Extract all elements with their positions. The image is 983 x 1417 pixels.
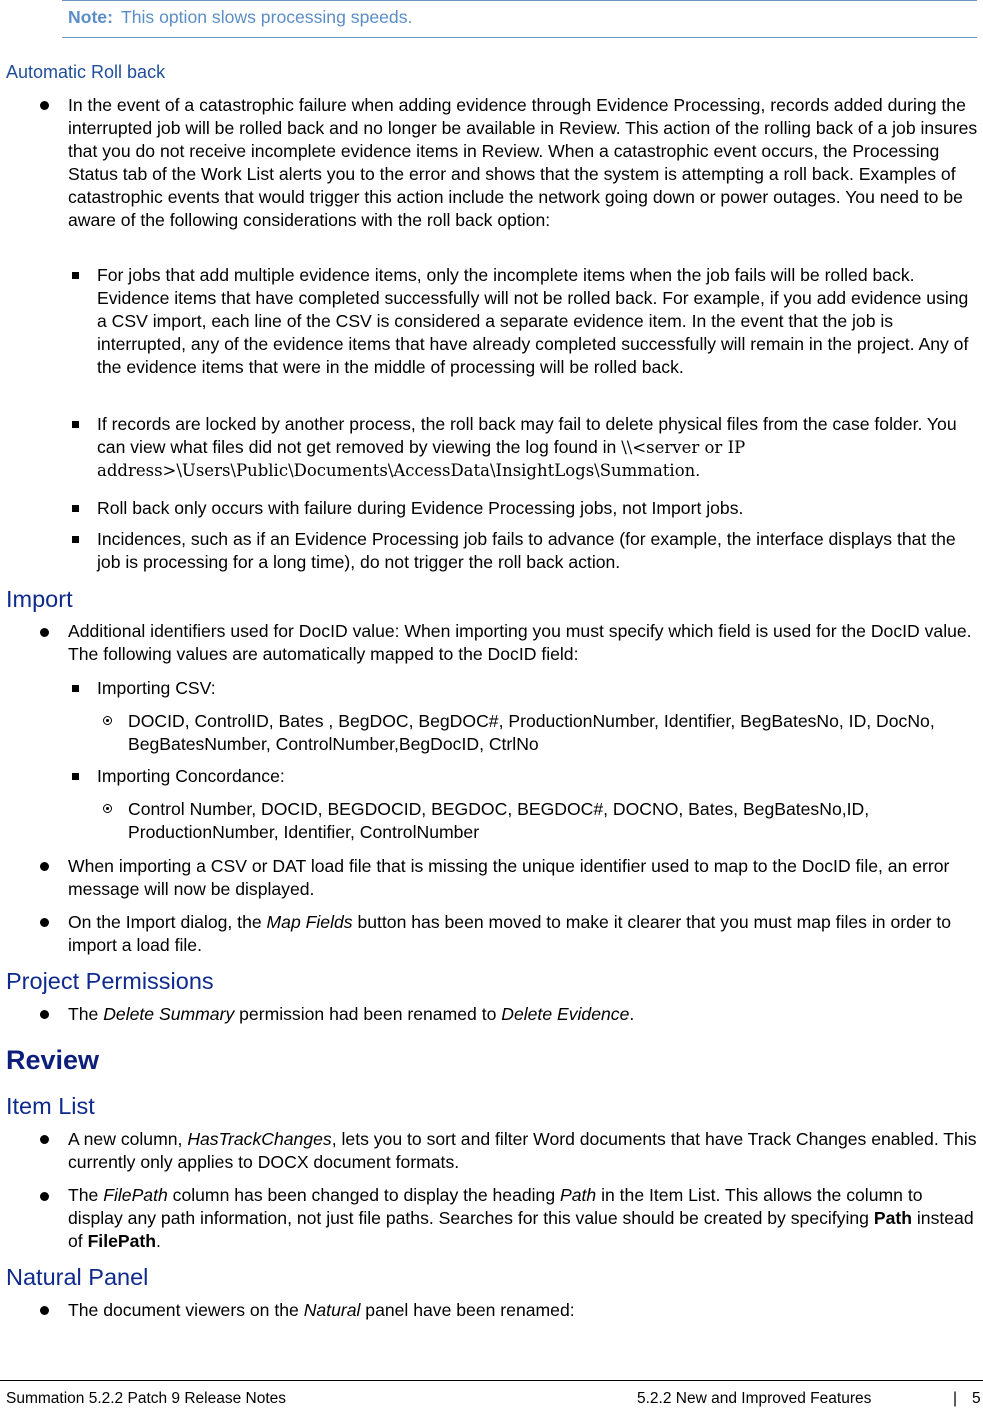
heading-automatic-roll-back: Automatic Roll back bbox=[6, 62, 166, 82]
bullet-disc-icon bbox=[40, 628, 49, 637]
rollback-sub2-text: If records are locked by another process, the roll back may fail to delete physical files from the case folder. You can view what files did not get removed by viewing the log found in bbox=[97, 414, 957, 457]
import-item3-pre: On the Import dialog, the bbox=[68, 912, 267, 932]
filepath-term: FilePath bbox=[103, 1185, 168, 1205]
perm-post: . bbox=[629, 1004, 635, 1024]
importing-concordance-label: Importing Concordance: bbox=[97, 766, 285, 786]
n-post: panel have been renamed: bbox=[360, 1300, 575, 1320]
perm-pre: The bbox=[68, 1004, 104, 1024]
itemlist-item-path bbox=[68, 1184, 980, 1253]
importing-csv-label: Importing CSV: bbox=[97, 678, 216, 698]
bullet-disc-icon bbox=[40, 1306, 49, 1315]
footer-doc-title: Summation 5.2.2 Patch 9 Release Notes bbox=[6, 1390, 287, 1407]
i1-pre: A new column, bbox=[68, 1129, 188, 1149]
import-item-docid: Additional identifiers used for DocID value: When importing you must specify which field is used for the DocID value. The following values are automatically mapped to the DocID field: bbox=[68, 621, 972, 664]
map-fields-term: Map Fields bbox=[266, 912, 353, 932]
bullet-square-icon bbox=[72, 421, 79, 428]
import-item-map-fields bbox=[68, 911, 980, 957]
footer-separator: | bbox=[953, 1390, 958, 1407]
footer-page-number: 5 bbox=[972, 1390, 981, 1407]
footer-section: 5.2.2 New and Improved Features bbox=[637, 1390, 872, 1407]
bullet-disc-icon bbox=[40, 101, 49, 110]
rollback-intro: In the event of a catastrophic failure when adding evidence through Evidence Processing, records added during the interrupted job will be rolled back and no longer be available in Review. This action of the rolling back of a job insures that you do not receive incomplete evidence items in Review. When a catastrophic event occurs, the Processing Status tab of the Work List alerts you to the error and shows that the system is attempting a roll back. Examples of catastrophic events that would trigger this action include the network going down or power outages. You need to be aware of the following considerations with the roll back option: bbox=[68, 95, 978, 230]
heading-review: Review bbox=[6, 1045, 100, 1075]
bullet-circle-dot-icon bbox=[103, 716, 112, 725]
delete-evidence-term: Delete Evidence bbox=[501, 1004, 630, 1024]
permission-item bbox=[68, 1003, 980, 1026]
bullet-disc-icon bbox=[40, 1135, 49, 1144]
note-label: Note: bbox=[68, 7, 113, 27]
bullet-disc-icon bbox=[40, 918, 49, 927]
i2-post: . bbox=[156, 1231, 161, 1251]
natural-term: Natural bbox=[303, 1300, 361, 1320]
note-text: This option slows processing speeds. bbox=[120, 7, 413, 27]
heading-project-permissions: Project Permissions bbox=[6, 968, 214, 994]
concordance-values: Control Number, DOCID, BEGDOCID, BEGDOC, BEGDOC#, DOCNO, Bates, BegBatesNo,ID, ProductionNumber, Identifier, ControlNumber bbox=[128, 799, 870, 842]
bullet-disc-icon bbox=[40, 1010, 49, 1019]
i2-pre: The bbox=[68, 1185, 104, 1205]
i1-post: , lets you to sort and filter Word documents that have Track Changes enabled. This currently only applies to DOCX document formats. bbox=[68, 1129, 977, 1172]
rollback-sub1: For jobs that add multiple evidence items, only the incomplete items when the job fails will be rolled back. Evidence items that have completed successfully will not be rolled back. For example, if you add evidence using a CSV import, each line of the CSV is considered a separate evidence item. In the event that the job is interrupted, any of the evidence items that have already completed successfully will remain in the project. Any of the evidence items that were in the middle of processing will be rolled back. bbox=[97, 265, 969, 377]
n-pre: The document viewers on the bbox=[68, 1300, 304, 1320]
perm-mid: permission had been renamed to bbox=[234, 1004, 502, 1024]
rollback-sub3: Roll back only occurs with failure during Evidence Processing jobs, not Import jobs. bbox=[97, 498, 744, 518]
import-item3-post: button has been moved to make it clearer that you must map files in order to import a load file. bbox=[68, 912, 952, 955]
bullet-disc-icon bbox=[40, 1192, 49, 1201]
natural-item bbox=[68, 1299, 980, 1322]
heading-item-list: Item List bbox=[6, 1093, 95, 1119]
filepath-bold-term: FilePath bbox=[87, 1231, 156, 1251]
i2-mid2: in the Item List. This allows the column to display any path information, not just file paths. Searches for this value should be created by specifying bbox=[68, 1185, 923, 1228]
itemlist-item-trackchanges bbox=[68, 1128, 980, 1174]
bullet-square-icon bbox=[72, 685, 79, 692]
heading-natural-panel: Natural Panel bbox=[6, 1264, 149, 1290]
page-footer bbox=[0, 1380, 983, 1410]
path-bold-term: Path bbox=[873, 1208, 912, 1228]
bullet-square-icon bbox=[72, 536, 79, 543]
csv-values: DOCID, ControlID, Bates , BegDOC, BegDOC#, ProductionNumber, Identifier, BegBatesNo, ID, DocNo, BegBatesNumber, ControlNumber,BegDocID, CtrlNo bbox=[128, 711, 935, 754]
import-item-missing-identifier: When importing a CSV or DAT load file that is missing the unique identifier used to map to the DocID file, an error message will now be displayed. bbox=[68, 856, 950, 899]
log-path: \\<server or IP address>\Users\Public\Documents\AccessData\InsightLogs\Summation bbox=[97, 438, 746, 480]
heading-import: Import bbox=[6, 586, 73, 612]
bullet-circle-dot-icon bbox=[103, 804, 112, 813]
i2-mid1: column has been changed to display the heading bbox=[167, 1185, 560, 1205]
i2-mid3: instead of bbox=[68, 1208, 974, 1251]
bullet-square-icon bbox=[72, 272, 79, 279]
rollback-sub4: Incidences, such as if an Evidence Processing job fails to advance (for example, the interface displays that the job is processing for a long time), do not trigger the roll back action. bbox=[97, 529, 956, 572]
hastrackchanges-term: HasTrackChanges bbox=[187, 1129, 332, 1149]
delete-summary-term: Delete Summary bbox=[103, 1004, 235, 1024]
bullet-disc-icon bbox=[40, 862, 49, 871]
rollback-sub2 bbox=[97, 413, 977, 482]
bullet-square-icon bbox=[72, 773, 79, 780]
note-box bbox=[62, 0, 977, 38]
path-term: Path bbox=[560, 1185, 597, 1205]
rollback-sub2-end: . bbox=[695, 460, 701, 480]
bullet-square-icon bbox=[72, 505, 79, 512]
